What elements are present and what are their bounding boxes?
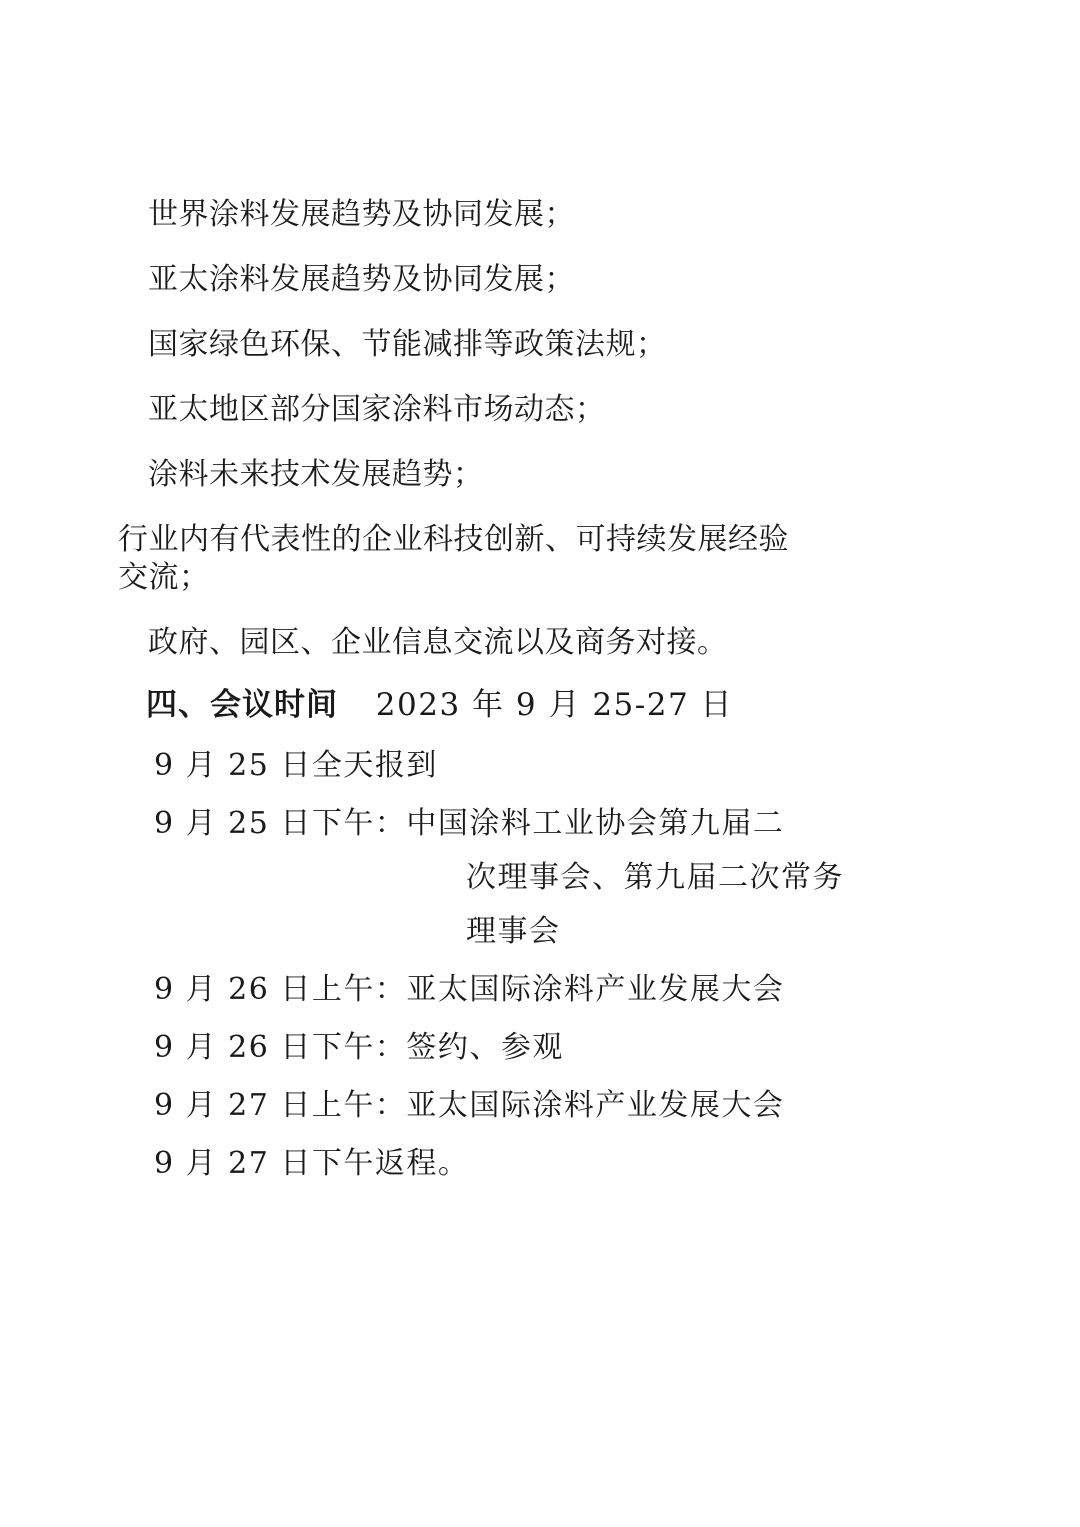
section-heading-value: 2023 年 9 月 25-27 日: [375, 687, 734, 723]
topic-item: 亚太涂料发展趋势及协同发展；: [148, 262, 575, 297]
schedule-item: 9 月 27 日下午返程。: [154, 1146, 470, 1181]
schedule-item: 9 月 27 日上午：亚太国际涂料产业发展大会: [154, 1088, 785, 1123]
schedule-item: 9 月 26 日上午：亚太国际涂料产业发展大会: [154, 972, 785, 1007]
topic-item-wrapped-line2: 交流；: [118, 560, 210, 595]
schedule-item: 9 月 25 日全天报到: [154, 748, 438, 783]
document-body: [118, 197, 960, 1181]
topic-item-last: 政府、园区、企业信息交流以及商务对接。: [148, 625, 728, 660]
schedule-item-continuation: 次理事会、第九届二次常务: [466, 860, 844, 895]
section-heading-label: 四、会议时间: [146, 687, 338, 723]
topic-item: 国家绿色环保、节能减排等政策法规；: [148, 327, 667, 362]
topic-item-wrapped-line1: 行业内有代表性的企业科技创新、可持续发展经验: [118, 522, 789, 557]
section-heading-meeting-time: [118, 687, 960, 723]
topic-item: 涂料未来技术发展趋势；: [148, 457, 484, 492]
schedule-item: 9 月 25 日下午：中国涂料工业协会第九届二: [154, 806, 785, 841]
schedule-item: 9 月 26 日下午：签约、参观: [154, 1030, 564, 1065]
topic-item: 世界涂料发展趋势及协同发展；: [148, 197, 575, 232]
topic-item: 亚太地区部分国家涂料市场动态；: [148, 392, 606, 427]
schedule-item-continuation: 理事会: [466, 914, 561, 949]
